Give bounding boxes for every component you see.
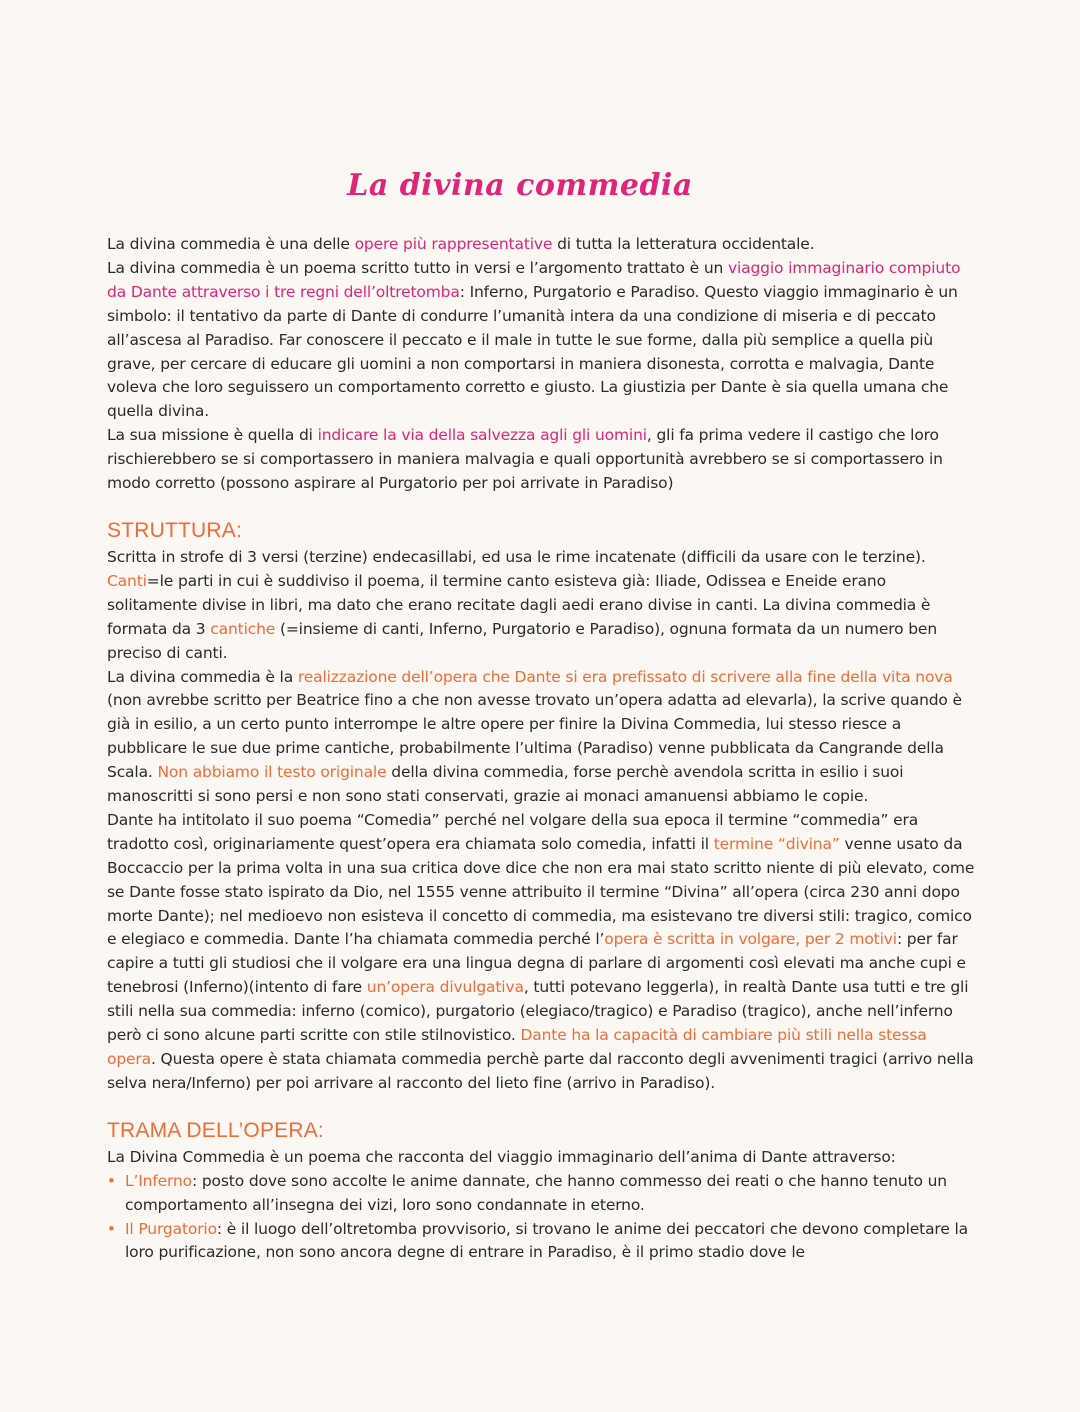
text-run: La divina commedia è un poema scritto tutto in versi e l’argomento trattato è un	[107, 258, 728, 277]
highlighted-text: Non abbiamo il testo originale	[157, 763, 387, 782]
trama-list	[107, 1170, 977, 1266]
struttura-paragraph-3	[107, 666, 977, 809]
text-run: (=insieme di canti, Inferno, Purgatorio e Paradiso), ognuna formata da un numero ben preciso di canti.	[107, 619, 937, 662]
text-run: La divina commedia è la	[107, 667, 298, 686]
section-heading-trama: TRAMA DELL’OPERA:	[107, 1118, 324, 1142]
intro-paragraph-1	[107, 233, 977, 257]
highlighted-text: termine “divina”	[713, 834, 840, 853]
list-item-inferno	[107, 1170, 977, 1218]
highlighted-text: Dante ha la capacità di cambiare più stili nella stessa opera	[107, 1026, 927, 1068]
highlighted-text: Il Purgatorio	[125, 1219, 217, 1238]
bullet-icon: •	[107, 1171, 116, 1190]
highlighted-text: opere più rappresentative	[354, 235, 553, 253]
text-run: La Divina Commedia è un poema che racconta del viaggio immaginario dell’anima di Dante attraverso:	[107, 1147, 896, 1166]
text-run: : per far capire a tutti gli studiosi che il volgare era una lingua degna di parlare di argomenti così elevati ma anche cupi e tenebrosi (Inferno)(intento di fare	[107, 930, 966, 997]
list-item-text	[125, 1220, 968, 1262]
list-item-purgatorio	[107, 1218, 977, 1266]
struttura-paragraph-4	[107, 809, 977, 1096]
struttura-paragraph-2	[107, 570, 977, 666]
text-run: della divina commedia, forse perchè avendola scritta in esilio i suoi manoscritti si sono persi e non sono stati conservati, grazie ai monaci amanuensi abbiamo le copie.	[107, 763, 904, 806]
bullet-icon: •	[107, 1219, 116, 1238]
struttura-paragraph-1	[107, 546, 977, 570]
text-run: di tutta la letteratura occidentale.	[552, 235, 815, 253]
list-item-text	[125, 1172, 947, 1214]
highlighted-text: viaggio immaginario compiuto da Dante attraverso i tre regni dell’oltretomba	[107, 258, 961, 301]
text-run: , gli fa prima vedere il castigo che loro rischierebbero se si comportassero in maniera malvagia e quali opportunità avrebbero se si comportassero in modo corretto (possono aspirare al Purgatorio per poi arrivate in Paradiso)	[107, 426, 943, 493]
text-run: venne usato da Boccaccio per la prima volta in una sua critica dove dice che non era mai stato scritto niente di più elevato, come se Dante fosse stato ispirato da Dio, nel 1555 venne attribuito il termine “Divina” all’opera (circa 230 anni dopo morte Dante); nel medioevo non esisteva il concetto di commedia, ma esistevano tre diversi stili: tragico, comico e elegiaco e commedia. Dante l’ha chiamata commedia perché l’	[107, 834, 975, 949]
section-heading-struttura: STRUTTURA:	[107, 518, 242, 542]
text-run: =le parti in cui è suddiviso il poema, il termine canto esisteva già: Iliade, Odissea e Eneide erano solitamente divise in libri, ma dato che erano recitate dagli aedi erano divise in canti. La divina commedia è formata da 3	[107, 571, 931, 638]
highlighted-text: un’opera divulgativa	[366, 978, 524, 997]
highlighted-text: opera è scritta in volgare, per 2 motivi	[604, 930, 897, 949]
intro-paragraph-3	[107, 424, 977, 496]
text-run: La divina commedia è una delle	[107, 235, 355, 253]
highlighted-text: L’Inferno	[125, 1171, 193, 1190]
page-title: La divina commedia	[347, 168, 693, 203]
highlighted-text: indicare la via della salvezza agli gli uomini	[317, 426, 647, 445]
text-run: , tutti potevano leggerla), in realtà Dante usa tutti e tre gli stili nella sua commedia: inferno (comico), purgatorio (elegiaco/tragico) e Paradiso (tragico), anche nell’inferno però ci sono alcune parti scritte con stile stilnovistico.	[107, 978, 969, 1045]
text-run: Scritta in strofe di 3 versi (terzine) endecasillabi, ed usa le rime incatenate (difficili da usare con le terzine).	[107, 547, 926, 566]
trama-intro	[107, 1146, 977, 1170]
text-run: (non avrebbe scritto per Beatrice fino a che non avesse trovato un’opera adatta ad elevarla), la scrive quando è già in esilio, a un certo punto interrompe le altre opere per finire la Divina Commedia, lui stesso riesce a pubblicare le sue due prime cantiche, probabilmente l’ultima (Paradiso) venne pubblicata da Cangrande della Scala.	[107, 691, 962, 782]
text-run: : è il luogo dell’oltretomba provvisorio, si trovano le anime dei peccatori che devono completare la loro purificazione, non sono ancora degne di entrare in Paradiso, è il primo stadio dove le	[125, 1219, 968, 1262]
highlighted-text: Canti	[107, 571, 147, 590]
intro-paragraph-2	[107, 257, 977, 424]
document-body	[107, 233, 977, 1265]
text-run: . Questa opere è stata chiamata commedia perchè parte dal racconto degli avvenimenti tragici (arrivo nella selva nera/Inferno) per poi arrivare al racconto del lieto fine (arrivo in Paradiso).	[107, 1050, 974, 1092]
text-run: Dante ha intitolato il suo poema “Comedia” perché nel volgare della sua epoca il termine “commedia” era tradotto così, originariamente quest’opera era chiamata solo comedia, infatti il	[107, 810, 919, 853]
text-run: La sua missione è quella di	[107, 426, 318, 445]
highlighted-text: realizzazione dell’opera che Dante si era prefissato di scrivere alla fine della vita nova	[297, 667, 953, 686]
text-run: : Inferno, Purgatorio e Paradiso. Questo viaggio immaginario è un simbolo: il tentativo da parte di Dante di condurre l’umanità intera da una condizione di miseria e di peccato all’ascesa al Paradiso. Far conoscere il peccato e il male in tutte le sue forme, dalla più semplice a quella più grave, per cercare di educare gli uomini a non comportarsi in maniera disonesta, corrotta e malvagia, Dante voleva che loro seguissero un comportamento corretto e giusto. La giustizia per Dante è sia quella umana che quella divina.	[107, 282, 958, 421]
text-run: : posto dove sono accolte le anime dannate, che hanno commesso dei reati o che hanno tenuto un comportamento all’insegna dei vizi, loro sono condannate in eterno.	[125, 1171, 947, 1214]
highlighted-text: cantiche	[210, 619, 276, 638]
